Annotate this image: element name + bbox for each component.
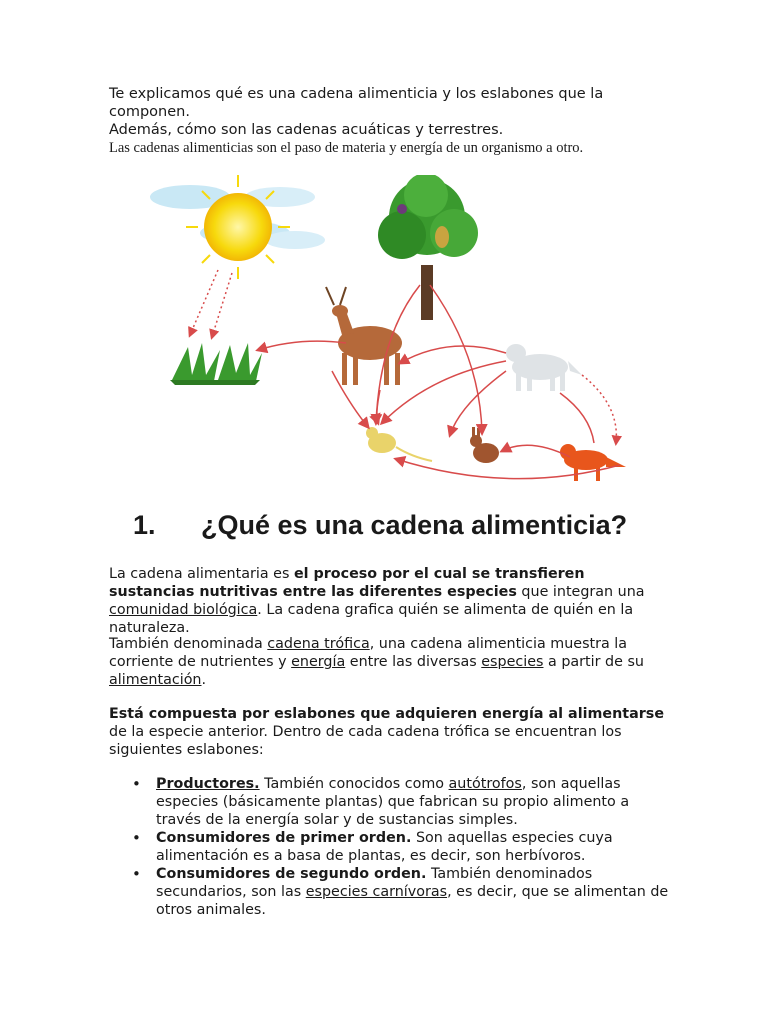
link-autotrofos[interactable]: autótrofos [448,776,522,792]
food-chain-illustration [150,175,640,495]
heading-number: 1. [133,510,156,540]
paragraph-3 [109,705,669,759]
list-item-1-text-1: Son aquellas especies cuya alimentación es a basa de plantas, es decir, son herbívoros. [156,830,613,864]
wolf-icon [506,344,582,391]
p2-text-g: a partir de su [543,654,644,670]
paragraph-2 [109,635,669,689]
rabbit-icon [470,427,499,463]
term-productores[interactable]: Productores. [156,776,260,792]
link-alimentacion[interactable]: alimentación [109,672,202,688]
p1-text-e: . La cadena grafica quién se alimenta de quién en la naturaleza. [109,602,634,636]
p3-text-b: de la especie anterior. Dentro de cada cadena trófica se encuentran los siguientes eslabones: [109,724,622,758]
p1-text-a: La cadena alimentaria es [109,566,294,582]
p1-bold: el proceso por el cual se transfieren sustancias nutritivas entre las diferentes especies [109,566,585,600]
definition-line: Las cadenas alimenticias son el paso de materia y energía de un organismo a otro. [109,140,584,156]
p2-text-e: entre las diversas [345,654,482,670]
link-comunidad-biologica[interactable]: comunidad biológica [109,602,258,618]
list-item-2-text-2: , es decir, que se alimentan de otros animales. [156,884,669,918]
link-energia[interactable]: energía [291,654,346,670]
link-especies[interactable]: especies [481,654,544,670]
plants-icon [170,343,262,385]
link-especies-carnivoras[interactable]: especies carnívoras [305,884,448,900]
p1-text-c: que integran una [516,584,645,600]
paragraph-1 [109,565,669,637]
p3-bold: Está compuesta por eslabones que adquieren energía al alimentarse [109,706,665,722]
list-item [156,775,669,829]
term-consumidores-segundo-orden: Consumidores de segundo orden. [156,866,427,882]
list-item-0-text-2: , son aquellas especies (básicamente plantas) que fabrican su propio alimento a través de la energía solar y de sustancias simples. [156,776,630,828]
p2-text-c: , una cadena alimenticia muestra la corriente de nutrientes y [109,636,628,670]
heading-title: ¿Qué es una cadena alimenticia? [201,510,628,540]
term-consumidores-primer-orden: Consumidores de primer orden. [156,830,412,846]
intro-line-2: Además, cómo son las cadenas acuáticas y terrestres. [109,122,504,138]
list-item [156,865,669,919]
eslabones-list [109,775,669,919]
dotted-arrow [582,375,616,443]
list-item-0-text-1: También conocidos como [259,776,449,792]
deer-icon [326,287,402,385]
list-item [156,829,669,865]
mouse-icon [366,427,432,461]
intro-text [109,85,669,139]
sun-energy-arrows [190,270,232,337]
food-chain-svg [150,175,640,495]
p2-text-i: . [201,672,207,688]
p2-text-a: También denominada [109,636,268,652]
tree-icon [378,175,478,320]
intro-line-1: Te explicamos qué es una cadena alimenticia y los eslabones que la componen. [109,86,604,120]
link-cadena-trofica[interactable]: cadena trófica [267,636,370,652]
section-heading [133,505,733,545]
list-item-2-text-1: También denominados secundarios, son las [156,866,593,900]
